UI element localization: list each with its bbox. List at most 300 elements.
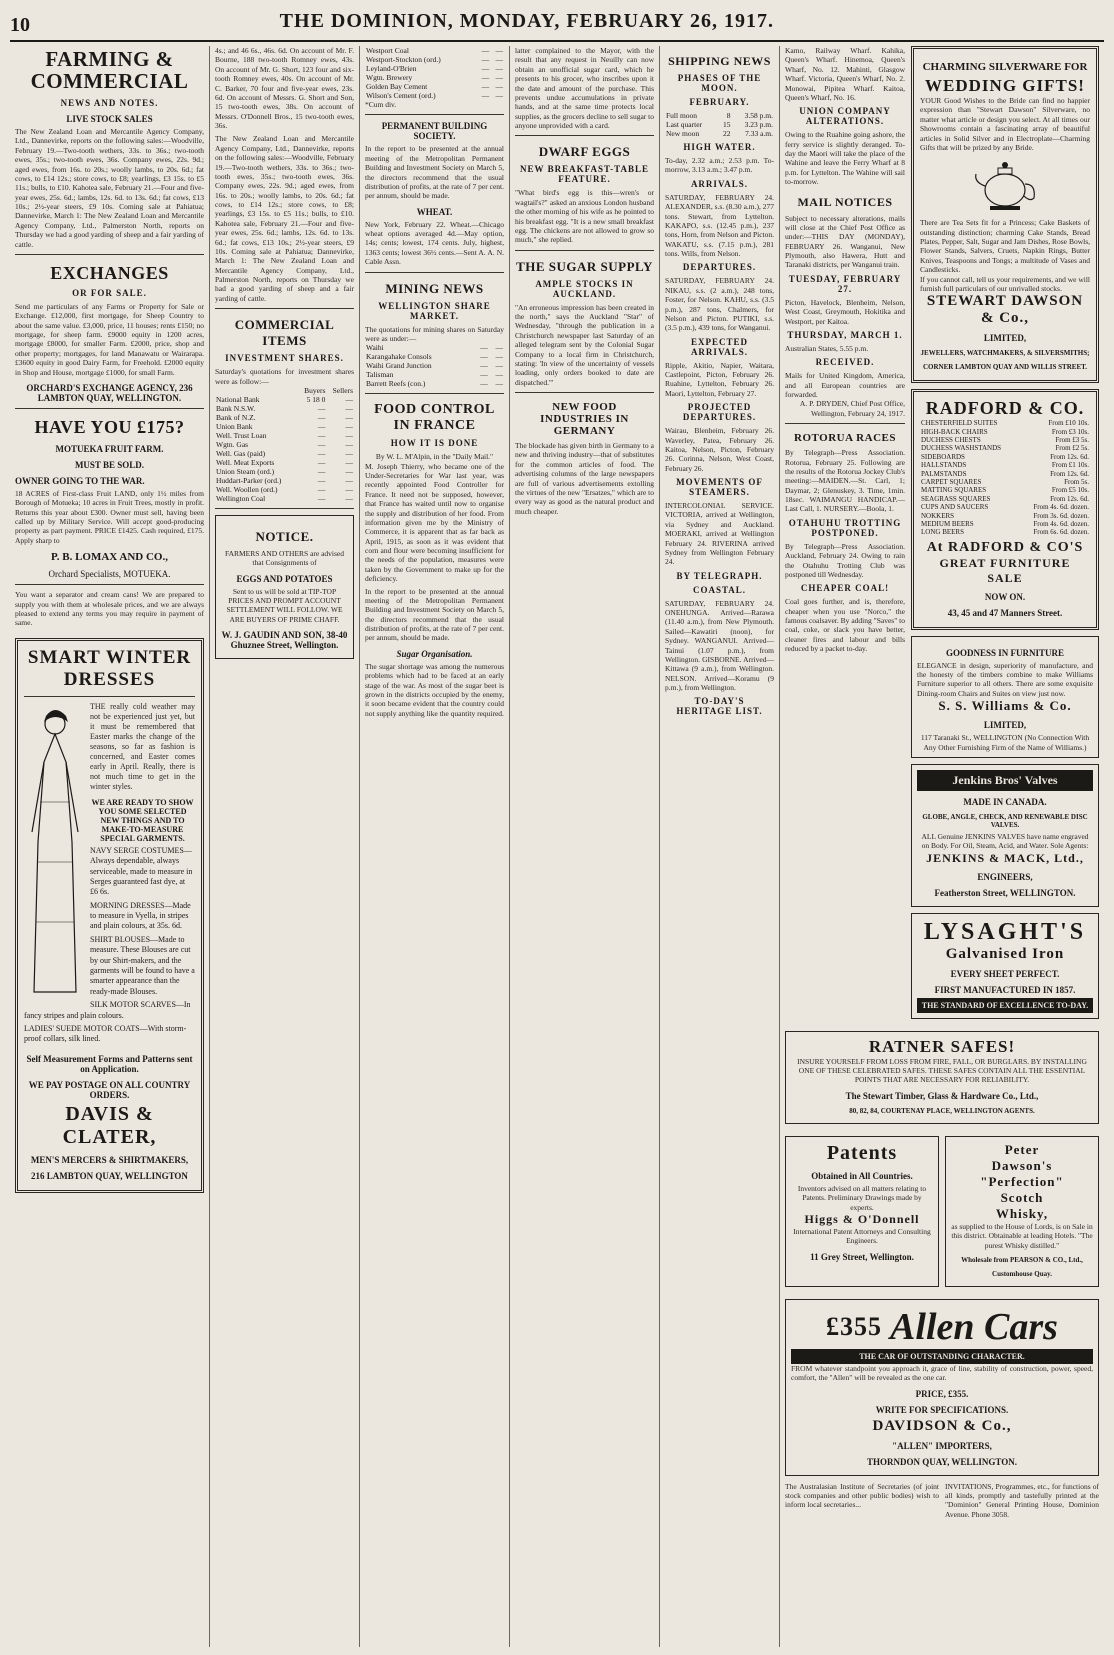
smart-item: LADIES' SUEDE MOTOR COATS—With storm-proof collars, silk lined. (24, 1023, 187, 1044)
goodness-firm-sub: LIMITED, (983, 720, 1027, 731)
radford-row (920, 428, 1090, 436)
mail-text: Subject to necessary alterations, mails will close at the Chief Post Office as under:—THIS DAY (MONDAY), FEBRUARY 26. Wanganui, New Plymouth, also Hawera, Hutt and Taranaki districts, per Wanganui train. (785, 213, 905, 270)
cars-price-line: PRICE, £355. (915, 1388, 969, 1399)
cars-ad (785, 1299, 1099, 1476)
radford-row (920, 512, 1090, 520)
projected-heading: PROJECTED DEPARTURES. (682, 402, 757, 423)
table-cell: Westport-Stockton (ord.) (366, 55, 441, 64)
ratner-ad (785, 1031, 1099, 1124)
moon-heading: PHASES OF THE MOON. (677, 73, 762, 93)
patents-address: 11 Grey Street, Wellington. (810, 1251, 914, 1262)
silver-title-1: CHARMING SILVERWARE FOR (922, 61, 1088, 73)
table-cell: SEAGRASS SQUARES (921, 494, 991, 503)
table-cell: 5 18 0 (306, 394, 326, 404)
whisky-title-1: Peter (1004, 1141, 1040, 1157)
ticker-row (365, 82, 504, 91)
expected-heading: EXPECTED ARRIVALS. (690, 336, 749, 357)
notice-text: FARMERS AND OTHERS are advised that Consignments of (224, 548, 345, 568)
table-cell: — (495, 64, 503, 73)
silver-list: There are Tea Sets fit for a Princess; Cake Baskets of outstanding distinction; charming Cake Stands, Bread Plates, Pepper, Salt, Sugar and Jam Dishes, Rose Bowls, Flower Stands, Salvers, Cruets, Napkin Rings, Butter Knives, Teaspoons and Tongs; a multitude of Vases and Candlesticks. (920, 218, 1090, 275)
table-cell: — (345, 466, 353, 476)
table-cell: — (317, 448, 326, 458)
moon-row (665, 120, 774, 129)
col4-text: latter complained to the Mayor, with the result that any request in Neuilly can now obtain an unofficial sugar card, which he presents to his grocer, who inscribes upon it the date and amount of the purchase. This prevents undue accumulations in private hands, and at the same time protects local supplies, as the grocers decline to sell sugar to anyone unprovided with a card. (515, 46, 654, 130)
investment-heading: INVESTMENT SHARES. (225, 353, 344, 364)
smart-firm: DAVIS & CLATER, (62, 1102, 157, 1148)
whisky-agent: Wholesale from PEARSON & CO., Ltd., (961, 1255, 1083, 1264)
table-cell: — (480, 361, 488, 371)
ticker-note: *Cum div. (365, 100, 397, 109)
table-cell: — (495, 343, 503, 353)
table-cell: From £1 10s. (1051, 461, 1089, 470)
ticker-row (365, 73, 504, 82)
table-cell: Union Bank (216, 421, 253, 431)
mining-heading: MINING NEWS (385, 280, 484, 296)
table-cell: Last quarter (666, 120, 703, 129)
ratner-firm: The Stewart Timber, Glass & Hardware Co., Ltd., (845, 1090, 1039, 1101)
table-cell: From 6s. 6d. dozen. (1033, 528, 1089, 537)
table-header (215, 386, 298, 395)
jenkins-address: Featherston Street, WELLINGTON. (934, 887, 1076, 898)
mining-sub: WELLINGTON SHARE MARKET. (378, 300, 491, 321)
dwarf-text: "What bird's egg is this—wren's or wagtail's?" asked an anxious London husband the other morning of his wife as he pointed to his breakfast egg. "It is a new small breakfast egg. The chickens are not allowed to grow so much," she replied. (515, 188, 654, 245)
radford-row (920, 520, 1090, 528)
received-text: Mails for United Kingdom, America, and all European countries are forwarded. (785, 371, 905, 399)
exchanges-agency: ORCHARD'S EXCHANGE AGENCY, 236 LAMBTON QUAY, WELLINGTON. (26, 382, 193, 403)
table-cell: From 12s. 6d. (1050, 469, 1089, 478)
table-cell: — (480, 370, 488, 380)
smart-intro: THE really cold weather may not be experienced just yet, but it must be remembered that Easter marks the change of the seasons, so far as fashion is concerned, and Easter comes early in April. Really, there is not much time to get in the winter styles. (90, 701, 195, 791)
notice-text2: Sent to us will be sold at TIP-TOP PRICES AND PROMPT ACCOUNT SETTLEMENT WILL FOLLOW. WE ARE BUYERS OF PRIME CHAFF. (226, 586, 343, 624)
table-cell: — (345, 493, 353, 503)
table-cell: PALMSTANDS (921, 469, 967, 478)
table-cell: CHESTERFIELD SUITES (921, 419, 998, 428)
patents-firm-sub: International Patent Attorneys and Consulting Engineers. (793, 1226, 931, 1246)
smart-footer-1: Self Measurement Forms and Patterns sent on Application. (26, 1053, 193, 1074)
silver-title-2: WEDDING GIFTS! (925, 76, 1085, 95)
goodness-firm: S. S. Williams & Co. (938, 698, 1072, 714)
mining-row (365, 343, 504, 352)
table-cell: Leyland-O'Brien (366, 64, 417, 73)
motueka-sub: MUST BE SOLD. (74, 459, 145, 470)
news-heading: NEWS AND NOTES. (60, 98, 159, 109)
sugar-supply-text: "An erroneous impression has been created in the north," says the Auckland "Star" of Wednesday, "through the publication in a Christchurch newspaper last Saturday of an alleged telegram sent by the Colonial Sugar Company to a local firm in Christchurch, stating: 'In view of the uncertainty of vessels loading, only orders booked to date are dispatched.'" (515, 302, 654, 387)
smart-title-1: SMART WINTER (27, 646, 192, 668)
table-cell: — (495, 46, 503, 55)
table-cell: HALLSTANDS (921, 461, 967, 470)
expected-text: Ripple, Akitio, Napier, Waitara, Castlepoint, Picton, February 26. Ruahine, Lyttelton, February 26. Maori, Lyttelton, February 27. (665, 360, 774, 398)
columns (10, 46, 1104, 1647)
radford-sale-2: GREAT FURNITURE SALE (939, 555, 1071, 585)
separator-text: You want a separator and cream cans! We are prepared to supply you with them at wholesale prices, and we are always pleased to extend any terms you may require in payment of same. (15, 590, 204, 628)
table-cell: — (495, 73, 503, 82)
table-cell: Wellington Coal (216, 493, 266, 503)
table-cell: Barrett Reefs (con.) (366, 379, 426, 389)
market-text-cont: The New Zealand Loan and Mercantile Agency Company, Ltd., Dannevirke, reports on the following sales:—Woodville, February 19.—Two-tooth wethers, 33s. to 36s.; two-tooth ewes, 35s.; two-tooth ewes, 36s. Company ewes, 22s. 9d.; aged ewes, from 16s. to 20s.; woolly lambs, to 20s. 6d.; fat cows, to £14 12s.; store cows, to £8; yearlings, £3 15s. to £5 11s.; bulls, to £10. Kahotea sale, February 21.—Four and five-year ewes, 25s. 6d.; lambs, 12s. 6d. to 13s. 6d.; fat cows, £13 10s.; 2½-year steers, £9 10s. Coming sale at Pahiatua; Dannevirke, March 1: The New Zealand Loan and Mercantile Agency Company, Ltd., Palmerston North, reports on Thursday we had a good yarding of sheep and a fair yarding of cattle. (215, 134, 354, 303)
exchanges-sub: OR FOR SALE. (72, 287, 147, 298)
table-cell: From £10 10s. (1048, 419, 1089, 428)
table-cell: From 5s. (1064, 477, 1089, 486)
investment-row (215, 404, 354, 413)
silverware-ad (911, 46, 1099, 383)
table-cell: — (481, 91, 490, 100)
whisky-title-2: Dawson's (991, 1157, 1053, 1173)
thursday-heading: THURSDAY, MARCH 1. (787, 329, 903, 340)
high-water-heading: HIGH WATER. (683, 142, 756, 152)
projected-text: Wairau, Blenheim, February 26. Waverley, Patea, February 26. Kaitoa, Nelson, Picton, February 26. Corinna, Nelson, West Coast, February 26. (665, 426, 774, 473)
col6-intro: Kamo, Railway Wharf. Kahika, Queen's Wharf. Hinemoa, Queen's Wharf, No. 12. Mahinti, Glasgow Wharf. Victoria, Queen's Wharf, No. 2. Monowai, Pipitea Wharf. Kaitoa, Queen's Wharf, No. 16. (785, 46, 905, 102)
investment-table (215, 386, 354, 503)
investment-row (215, 431, 354, 440)
table-cell: Huddart-Parker (ord.) (216, 475, 282, 485)
food-sub: HOW IT IS DONE (390, 438, 479, 449)
departures-text: SATURDAY, FEBRUARY 24. NIKAU, s.s. (2 a.m.), 248 tons, Foster, for Nelson. KAHU, s.s. (3.5 p.m.), 287 tons, Chalmers, for Nelson and Picton. PUTIKI, s.s. (3.5 p.m.), 439 tons, for Wanganui. (665, 276, 774, 333)
table-cell: 3.58 p.m. (744, 111, 773, 120)
table-cell: — (345, 457, 353, 467)
radford-row (920, 495, 1090, 503)
table-cell: MATTING SQUARES (921, 486, 987, 495)
table-cell: — (317, 403, 326, 413)
notice-signed: W. J. GAUDIN AND SON, 38-40 Ghuznee Street, Wellington. (221, 630, 348, 651)
radford-row (920, 444, 1090, 452)
mining-table (365, 343, 504, 388)
radford-table (920, 419, 1090, 536)
usco-text: Owing to the Ruahine going ashore, the ferry service is slightly deranged. To-day the Maori will take the place of the Wahine and leave the Ferry Wharf at 8 p.m. for Lyttelton. The Wahine will sail to-morrow. (785, 130, 905, 187)
table-cell: — (495, 370, 503, 380)
table-cell: — (345, 412, 353, 422)
investment-row (215, 440, 354, 449)
table-cell: 22 (723, 129, 731, 138)
goodness-title: GOODNESS IN FURNITURE (945, 647, 1065, 658)
table-cell: — (317, 484, 326, 494)
table-cell: Karangahake Consols (366, 352, 432, 362)
coal-heading: CHEAPER COAL! (800, 583, 890, 594)
moon-table (665, 111, 774, 138)
goodness-ad (911, 636, 1099, 758)
lady-illustration (24, 702, 86, 1002)
table-cell: Full moon (666, 111, 698, 120)
table-cell: — (345, 484, 353, 494)
jenkins-firm-sub: ENGINEERS, (977, 871, 1033, 882)
motueka-note: OWNER GOING TO THE WAR. (15, 475, 145, 486)
shipping-heading: SHIPPING NEWS (668, 54, 771, 68)
table-header: Sellers (332, 385, 353, 395)
smart-banner: WE ARE READY TO SHOW YOU SOME SELECTED NEW THINGS AND TO MAKE-TO-MEASURE SPECIAL GARMENTS. (91, 797, 194, 843)
table-cell: From 12s. 6d. (1050, 494, 1089, 503)
column-farming (10, 46, 210, 1647)
table-cell: Talisman (366, 370, 394, 380)
table-cell: Union Steam (ord.) (216, 466, 275, 476)
goodness-address: 117 Taranaki St., WELLINGTON (No Connection With Any Other Furnishing Firm of the Name of Williams.) (920, 733, 1090, 752)
table-cell: — (345, 430, 353, 440)
radford-address: 43, 45 and 47 Manners Street. (947, 607, 1063, 618)
arrivals-text: SATURDAY, FEBRUARY 24. ALEXANDER, s.s. (8.30 a.m.), 277 tons. Stewart, from Lyttelton. KAKAPO, s.s. (12.45 p.m.), 237 tons, Horn, from Nelson and Picton. WAKATU, s.s. (7.15 p.m.), 281 tons. Wills, from Nelson. (665, 192, 774, 258)
received-heading: RECEIVED. (815, 357, 875, 368)
table-cell: — (317, 475, 326, 485)
whisky-agent-sub: Customhouse Quay. (992, 1269, 1052, 1278)
sugar-supply-heading: THE SUGAR SUPPLY (516, 258, 653, 274)
column-food (360, 46, 510, 1647)
table-cell: Wilson's Cement (ord.) (366, 91, 436, 100)
patents-title: Patents (826, 1141, 898, 1164)
ticker-row (365, 64, 504, 73)
silver-close: If you cannot call, tell us your requirements, and we will furnish full particulars of our unrivalled stocks. (920, 274, 1090, 293)
table-cell: — (317, 439, 326, 449)
table-cell: 8 (726, 111, 731, 120)
table-cell: — (495, 361, 503, 371)
invitations-text: INVITATIONS, Programmes, etc., for functions of all kinds, promptly and tastefully printed at the "Dominion" General Printing House, Dominion Avenue. Phone 3058. (945, 1481, 1099, 1519)
lomax-name: P. B. LOMAX AND CO., (51, 551, 168, 564)
germany-heading: NEW FOOD INDUSTRIES IN GERMANY (540, 401, 629, 437)
jenkins-ad (911, 764, 1099, 907)
table-cell: — (345, 475, 353, 485)
high-water-text: To-day, 2.32 a.m.; 2.53 p.m. To-morrow, 3.13 a.m.; 3.47 p.m. (665, 156, 774, 175)
livestock-text: The New Zealand Loan and Mercantile Agency Company, Ltd., Dannevirke, reports on the following sales:—Woodville, February 19.—Two-tooth wethers, 33s. to 36s.; two-tooth ewes, 35s.; two-tooth ewes, 36s. Company ewes, 22s. 9d.; aged ewes, from 16s. to 20s.; woolly lambs, to 20s. 6d.; fat cows, to £14 12s.; store cows, to £8; yearlings, £3 15s. to £5 11s.; bulls, to £10. Kahotea sale, February 21.—Four and five-year ewes, 25s. 6d.; lambs, 12s. 6d. to 13s. 6d.; fat cows, £13 10s.; 2½-year steers, £9 10s. Coming sale at Pahiatua; Dannevirke, March 1: The New Zealand Loan and Mercantile Agency Company, Ltd., Palmerston North, reports on Thursday we had a good yarding of sheep and a fair yarding of cattle. (15, 127, 204, 249)
table-cell: — (495, 91, 503, 100)
patents-text: Inventors advised on all matters relating to Patents. Preliminary Drawings made by experts. (797, 1183, 927, 1212)
whisky-title-4: Scotch (1000, 1189, 1044, 1205)
radford-ad (911, 389, 1099, 629)
table-cell: Waihi (366, 343, 384, 353)
table-cell: Well. Woollen (ord.) (216, 484, 278, 494)
tuesday-heading: TUESDAY, FEBRUARY 27. (788, 273, 902, 294)
mining-row (365, 361, 504, 370)
sugar-supply-sub: AMPLE STOCKS IN AUCKLAND. (535, 278, 634, 299)
table-cell: New moon (666, 129, 700, 138)
jenkins-text: ALL Genuine JENKINS VALVES have name engraved on Body. For Oil, Steam, Acid, and Water. Sole Agents: (921, 831, 1089, 851)
teapot-icon (970, 156, 1040, 214)
table-cell: Well. Meat Exports (216, 457, 275, 467)
have-you-heading: HAVE YOU £175? (34, 416, 185, 437)
movements-heading: MOVEMENTS OF STEAMERS. (676, 477, 763, 497)
table-cell: 3.23 p.m. (744, 120, 773, 129)
table-cell: Wgtn. Gas (216, 439, 249, 449)
sugar-text: The sugar shortage was among the numerous problems which had to be faced at an early stage of the war. As most of the sugar beet is grown in the districts occupied by the enemy, it soon became evident that the country could not supply anything like the quantity required. (365, 661, 504, 718)
thursday-text: Australian States, 5.55 p.m. (785, 343, 869, 353)
pbs-heading: PERMANENT BUILDING SOCIETY. (381, 121, 488, 142)
jenkins-firm: JENKINS & MACK, Ltd., (926, 850, 1084, 865)
radford-row (920, 453, 1090, 461)
table-cell: From £5 10s. (1051, 486, 1089, 495)
table-cell: Bank of N.Z. (216, 412, 256, 422)
exchanges-text: Send me particulars of any Farms or Property for Sale or Exchange. £12,000, first mortgage, for Sheep Country to about the same value. £3,000, price, 11 houses; rents £150; no mortgage, for sheep farm. £9000 equity in 1200 acres, mortgage £8000, for smaller Farm. £2000, price, shop and other property; mortgages, for land Manawatu or Wairarapa. £3600 equity in good Dairy Farm, for Freehold. £2000 equity in Shop and House, mortgage £1000, for small Farm. (15, 301, 204, 377)
table-cell: — (481, 82, 490, 91)
radford-sale-3: NOW ON. (984, 591, 1026, 602)
dwarf-sub: NEW BREAKFAST-TABLE FEATURE. (520, 164, 649, 185)
radford-row (920, 528, 1090, 536)
exchanges-heading: EXCHANGES (50, 262, 169, 283)
notice-heading: NOTICE. (255, 528, 314, 544)
ticker-row (365, 55, 504, 64)
table-cell: — (317, 430, 326, 440)
radford-row (920, 486, 1090, 494)
notice-ad (215, 515, 354, 659)
table-cell: — (481, 46, 490, 55)
radford-sale-1: At RADFORD & CO'S (926, 539, 1084, 555)
section-title: FARMING & COMMERCIAL (30, 47, 189, 94)
table-cell: LONG BEERS (921, 528, 964, 537)
usco-heading: UNION COMPANY ALTERATIONS. (799, 106, 891, 127)
table-cell: — (495, 352, 503, 362)
smart-item: SHIRT BLOUSES—Made to measure. These Blouses are cut by our Shirt-makers, and the garments will be found to have a smarter appearance than the ready-made Blouses. (90, 934, 195, 996)
table-cell: — (480, 379, 488, 389)
ratner-text: INSURE YOURSELF FROM LOSS FROM FIRE, FALL, OR BURGLARS. BY INSTALLING ONE OF THESE CELEBRATED SAFES. THESE SAFES CONTAIN ALL THE ESSENTIAL POINTS THAT ARE NECESSARY FOR RELIABILITY. (797, 1056, 1087, 1085)
investment-row (215, 395, 354, 404)
signed: A. P. DRYDEN, Chief Post Office, Wellington, February 24, 1917. (799, 399, 905, 418)
tank-heading: TO-DAY'S HERITAGE LIST. (676, 696, 763, 717)
investment-row (215, 422, 354, 431)
table-cell: Westport Coal (366, 46, 409, 55)
lysaght-ad (911, 913, 1099, 1019)
dwarf-heading: DWARF EGGS (538, 144, 631, 160)
page-number: 10 (10, 14, 30, 36)
table-cell: From £2 5s. (1055, 444, 1089, 453)
table-cell: 15 (723, 120, 731, 129)
smart-title-2: DRESSES (63, 668, 156, 690)
mail-heading: MAIL NOTICES (797, 194, 893, 209)
lysaght-note-1: EVERY SHEET PERFECT. (950, 968, 1060, 979)
ticker-row (365, 91, 504, 100)
table-cell: — (345, 394, 353, 404)
investment-row (215, 494, 354, 503)
table-cell: — (481, 64, 490, 73)
australasian-text: The Australasian Institute of Secretaries (of joint stock companies and other public bodies) wish to inform local secretaries... (785, 1481, 939, 1510)
smart-footer-2: WE PAY POSTAGE ON ALL COUNTRY ORDERS. (28, 1079, 191, 1100)
food-heading: FOOD CONTROL IN FRANCE (374, 402, 495, 434)
column-shipping (660, 46, 780, 1647)
cars-write: WRITE FOR SPECIFICATIONS. (875, 1404, 1009, 1415)
smart-item: MORNING DRESSES—Made to measure in Vyella, in stripes and plain colours, at 35s. 6d. (90, 900, 191, 931)
jenkins-types: GLOBE, ANGLE, CHECK, AND RENEWABLE DISC VALVES. (922, 812, 1088, 829)
coastal-text: SATURDAY, FEBRUARY 24. ONEHUNGA. Arrived—Rarawa (11.40 a.m.), from New Plymouth. Sailed—Kawatiri (noon), for Sydney. WANGANUI. Arrived—Tainui (1.07 p.m.), from Wellington. GISBORNE. Arrived—Kittawa (9 a.m.), from Wellington. NELSON. Arrived—Koramu (9 p.m.), from Wellington. (665, 598, 774, 692)
masthead (10, 8, 1104, 42)
smart-firm-sub: MEN'S MERCERS & SHIRTMAKERS, (30, 1154, 189, 1165)
telegraph-heading: BY TELEGRAPH. (676, 570, 763, 581)
column-ads (780, 46, 1104, 1647)
jenkins-sub: MADE IN CANADA. (963, 796, 1047, 807)
food-text: M. Joseph Thierry, who became one of the Under-Secretaries for War last year, was recently appointed Food Controller for France. It need not be supposed, however, that France has waited until now to organise the supply and distribution of her food. From information given me by the Ministry of Commerce, it is apparent that as far back as April, 1915, as soon as it was evident that corn and flour were becoming insufficient for the needs of the population, measures were taken by the Government to make up for the deficiency. (365, 461, 504, 584)
radford-row (920, 470, 1090, 478)
motueka-text: 18 ACRES of First-class Fruit LAND, only 1½ miles from Borough of Motueka; 10 acres in Fruit Trees, mostly in profit. Returns this year about £300. Owner must sell, having been called up by Military Service. Will accept good-producing property as part payment. PRICE £1425. Cash required, £175. Apply sharp to (15, 488, 204, 545)
races-text: By Telegraph—Press Association. Rotorua, February 25. Following are the results of the Rotorua Jockey Club's meeting:—MAIDEN.—St. Carl, 1; Daymar, 2; Glenuskey, 3. Time, 1min. 18sec. WAIMANGU HANDICAP.—Last Call, 1. NURSERY.—Boola, 1. (785, 448, 905, 514)
coal-text: Coal goes further, and is, therefore, cheaper when you use "Norco," the famous coalsaver. By adding "Saves" to coal, coke, or slack you have better, cleaner fires and labour and bills reduced by a packet to-day. (785, 597, 905, 654)
table-cell: National Bank (216, 394, 260, 404)
cars-price: £355 (826, 1311, 883, 1341)
table-cell: — (345, 448, 353, 458)
table-cell: Well. Trust Loan (216, 430, 267, 440)
radford-row (920, 503, 1090, 511)
table-cell: Golden Bay Cement (366, 82, 428, 91)
table-cell: Bank N.S.W. (216, 403, 256, 413)
lomax-sub: Orchard Specialists, MOTUEKA. (48, 569, 171, 580)
silver-firm-sub: LIMITED, (983, 333, 1027, 344)
investment-row (215, 458, 354, 467)
radford-row (920, 478, 1090, 486)
table-cell: From £3 5s. (1055, 436, 1089, 445)
silver-text: YOUR Good Wishes to the Bride can find no happier expression than "Stewart Dawson" Silverware, no matter what article or design you select. At all times our Showrooms contain a fascinating array of beautiful articles in Solid Silver and in Electroplate—Charming Gifts that will be prized by any Bride. (920, 96, 1090, 152)
table-cell: — (495, 55, 503, 64)
mining-row (365, 379, 504, 388)
table-cell: — (495, 82, 503, 91)
mail-column (785, 46, 905, 1025)
table-cell: — (481, 55, 490, 64)
ticker-table (365, 46, 504, 100)
table-cell: — (317, 457, 326, 467)
lysaght-title: LYSAGHT'S (923, 918, 1087, 945)
table-cell: — (480, 343, 488, 353)
table-cell: 7.33 a.m. (745, 129, 773, 138)
column-markets (210, 46, 360, 1647)
radford-title: RADFORD & CO. (925, 398, 1085, 419)
table-cell: Well. Gas (paid) (216, 448, 266, 458)
table-cell: MEDIUM BEERS (921, 519, 974, 528)
patents-sub: Obtained in All Countries. (811, 1170, 913, 1181)
investment-row (215, 449, 354, 458)
radford-row (920, 461, 1090, 469)
table-cell: SIDEBOARDS (921, 452, 965, 461)
food-text-cont: In the report to be presented at the annual meeting of the Metropolitan Permanent Building and Investment Society on March 5, the directors recommend that the usual distribution of profits, at the rate of 7 per cent. per annum, should be made. (365, 586, 504, 643)
moon-row (665, 129, 774, 138)
investment-row (215, 476, 354, 485)
table-cell: DUCHESS CHESTS (921, 436, 981, 445)
ratner-address: 80, 82, 84, COURTENAY PLACE, WELLINGTON AGENTS. (849, 1106, 1035, 1115)
table-cell: From 4s. 6d. dozen. (1033, 503, 1089, 512)
newspaper-title: THE DOMINION, MONDAY, FEBRUARY 26, 1917. (279, 10, 774, 32)
investment-row (215, 485, 354, 494)
investment-row (215, 413, 354, 422)
arrivals-heading: ARRIVALS. (690, 178, 749, 189)
ticker-row (365, 46, 504, 55)
moon-month: FEBRUARY. (689, 97, 750, 107)
table-cell: Wgtn. Brewery (366, 73, 413, 82)
mining-row (365, 370, 504, 379)
racing-club: OTAHUHU TROTTING POSTPONED. (788, 517, 902, 538)
column-news (510, 46, 660, 1647)
ads-column (911, 46, 1099, 1025)
races-heading: ROTORUA RACES (794, 432, 896, 445)
table-cell: — (480, 352, 488, 362)
table-cell: — (481, 73, 490, 82)
investment-row (215, 467, 354, 476)
table-cell: NOKKERS (921, 511, 955, 520)
commercial-heading: COMMERCIAL ITEMS (234, 317, 335, 349)
motueka-title: MOTUEKA FRUIT FARM. (55, 443, 164, 454)
radford-row (920, 419, 1090, 427)
table-cell: — (317, 412, 326, 422)
lysaght-tagline: THE STANDARD OF EXCELLENCE TO-DAY. (917, 998, 1093, 1013)
smart-address: 216 LAMBTON QUAY, WELLINGTON (31, 1170, 188, 1181)
whisky-title-5: Whisky, (995, 1205, 1049, 1221)
smart-item: SILK MOTOR SCARVES—In fancy stripes and plain colours. (24, 1000, 191, 1020)
lysaght-sub: Galvanised Iron (945, 945, 1065, 962)
table-header: Buyers (304, 385, 326, 395)
whisky-text: as supplied to the House of Lords, is on Sale in this district. Obtainable at leading Hotels. "The purest Whisky distilled." (951, 1221, 1093, 1250)
table-cell: CARPET SQUARES (921, 477, 982, 486)
market-text: 4s.; and 46 6s., 46s. 6d. On account of Mr. F. Bourne, 188 two-tooth Romney ewes, 43s. On account of Mr. G. Short, 123 four and six-tooth Romney ewes, 40s. On account of Mr. C. Barker, 70 four and five-year ewes, 23s. 6d. On account of Messrs. G. Short and Son, 15 two-tooth ewes, 38s. On account of Messrs. O'Donnell Bros., 15 two-tooth ewes, 36s. (215, 46, 354, 130)
table-cell: From 12s. 6d. (1050, 452, 1089, 461)
livestock-heading: LIVE STOCK SALES (66, 114, 153, 125)
table-cell: — (317, 466, 326, 476)
table-cell: From £3 10s. (1051, 427, 1089, 436)
lysaght-note-2: FIRST MANUFACTURED IN 1857. (934, 984, 1076, 995)
goodness-text: ELEGANCE in design, superiority of manufacture, and the honesty of the timbers combine to make Williams Furniture superior to all others. There are some exquisite Dining-room Chairs and Suites on view just now. (917, 660, 1093, 698)
table-cell: — (345, 403, 353, 413)
tuesday-text: Picton, Havelock, Blenheim, Nelson, West Coast, Greymouth, Hokitika and Westport, per Kaitoa. (785, 297, 905, 326)
table-cell: — (317, 493, 326, 503)
germany-text: The blockade has given birth in Germany to a new and thriving industry—that of substitutes for the common articles of food. The advertising columns of the large newspapers are full of various advertisements extolling the virtues of the new "Ersatzes," which are to every way as good as the natural product and much cheaper. (515, 441, 654, 516)
moon-row (665, 111, 774, 120)
table-cell: — (317, 421, 326, 431)
